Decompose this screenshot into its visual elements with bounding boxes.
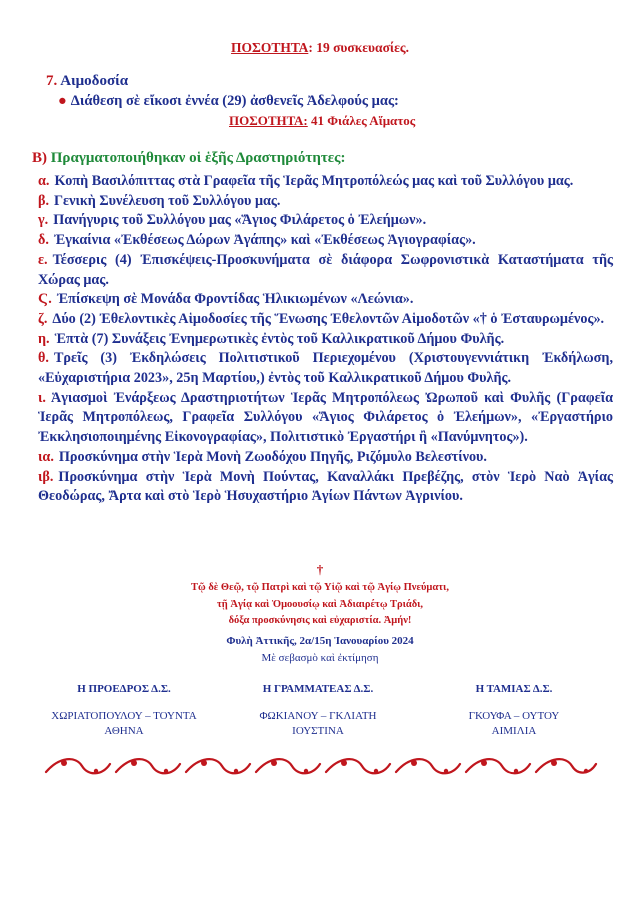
list-item-marker: η. [38,330,50,347]
list-item-text: Κοπὴ Βασιλόπιττας στὰ Γραφεῖα τῆς Ἱερᾶς Μητροπόλεώς μας καὶ τοῦ Συλλόγου μας. [54,173,574,189]
signature-title: Η ΓΡΑΜΜΑΤΕΑΣ Δ.Σ. [262,683,374,695]
doxology [0,562,640,630]
signature-name: ΓΚΟΥΦΑ – ΟΥΤΟΥ [468,710,560,722]
list-item [38,448,613,468]
cross-icon: † [316,562,324,577]
section-b-letter: Β) [32,150,47,166]
list-item-text: Ἁγιασμοὶ Ἐνάρξεως Δραστηριοτήτων Ἱερᾶς Μητροπόλεως Ὠρωποῦ καὶ Φυλῆς (Γραφεῖα Ἱερᾶς Μητροπόλεως, Γραφεῖα Συλλόγου «Ἅγιος Φιλάρετος ὁ Ἐλεήμων», «Ἐργαστήριο Ἐκκλησιοποιημένης Εἰκονογραφίας», Πολιτιστικὸ Ἐργαστήρι ἢ «Πανύμνητος»). [38,389,613,446]
signature-name: ΙΟΥΣΤΙΝΑ [292,725,344,737]
list-item [38,251,613,290]
section-7-quantity-value: 41 Φιάλες Αἵματος [307,113,416,128]
list-item-text: Ἑπτὰ (7) Συνάξεις Ἐνημερωτικὲς ἐντὸς τοῦ Καλλικρατικοῦ Δήμου Φυλῆς. [54,330,505,347]
bullet-dot-icon: ● [58,93,67,109]
signature-title: Η ΠΡΟΕΔΡΟΣ Δ.Σ. [77,683,171,695]
top-quantity-value: : 19 συσκευασίες. [308,40,409,55]
doxology-line: τῇ Ἁγίᾳ καὶ Ὁμοουσίῳ καὶ Ἀδιαιρέτῳ Τριάδι, [216,598,424,610]
list-item-marker: ι. [38,389,46,406]
list-item [38,349,613,388]
list-item-text: Δύο (2) Ἐθελοντικὲς Αἱμοδοσίες τῆς Ἕνωσης Ἐθελοντῶν Αἱμοδοτῶν «† ὁ Ἐσταυρωμένος». [52,310,605,327]
list-item-text: Ἐγκαίνια «Ἐκθέσεως Δώρων Ἀγάπης» καὶ «Ἐκθέσεως Ἁγιογραφίας». [53,232,476,249]
activities-list [38,172,613,507]
list-item-marker: ζ. [38,310,48,327]
list-item-text: Πανήγυρις τοῦ Συλλόγου μας «Ἅγιος Φιλάρετος ὁ Ἐλεήμων». [53,212,427,229]
list-item [38,290,613,310]
list-item [38,468,613,507]
list-item-text: Προσκύνημα στὴν Ἱερὰ Μονὴ Ζωοδόχου Πηγῆς, Ριζόμυλο Βελεστίνου. [58,448,487,465]
place-date: Φυλὴ Ἀττικῆς, 2α/15η Ἰανουαρίου 2024 [226,635,414,647]
list-item [38,211,613,231]
signature-name: ΑΙΜΙΛΙΑ [491,725,537,737]
list-item-text: Ἐπίσκεψη σὲ Μονάδα Φροντίδας Ἡλικιωμένων «Λεώνια». [56,291,414,308]
top-quantity-label: ΠΟΣΟΤΗΤΑ [231,40,309,55]
list-item-marker: γ. [38,212,49,229]
list-item-text: Γενικὴ Συνέλευση τοῦ Συλλόγου μας. [54,192,281,209]
list-item [38,172,613,192]
list-item-marker: β. [38,192,50,209]
section-7-number: 7. [46,73,58,89]
list-item-text: Τέσσερις (4) Ἐπισκέψεις-Προσκυνήματα σὲ διάφορα Σωφρονιστικὰ Καταστήματα τῆς Χώρας μας. [38,251,613,288]
list-item-marker: ια. [38,448,54,465]
list-item-text: Προσκύνημα στὴν Ἱερὰ Μονὴ Πούντας, Καναλλάκι Πρεβέζης, στὸν Ἱερὸ Ναὸ Ἁγίας Θεοδώρας, Ἄρτα καὶ στὸ Ἱερὸ Ἡσυχαστήριο Ἁγίων Πάντων Ἀγρινίου. [38,468,613,505]
respect-line: Μὲ σεβασμὸ καὶ ἐκτίμηση [261,652,379,664]
doxology-line: δόξα προσκύνησις καὶ εὐχαριστία. Ἀμήν! [228,615,412,626]
list-item-marker: ιβ. [38,468,54,485]
signature-treasurer [414,683,614,739]
signature-name: ΦΩΚΙΑΝΟΥ – ΓΚΛΙΑΤΗ [259,710,377,722]
section-7-title: Αιμοδοσία [60,73,129,89]
list-item-marker: Ϛ. [38,291,52,308]
section-b-title: Πραγματοποιήθηκαν οἱ ἑξῆς Δραστηριότητες: [47,150,346,166]
signature-name: ΑΘΗΝΑ [104,725,144,737]
list-item-marker: ε. [38,251,48,268]
list-item [38,310,613,330]
list-item-marker: α. [38,173,50,189]
decorative-border-ornament [40,752,600,780]
section-7-bullet-text: Διάθεση σὲ εἴκοσι ἐννέα (29) ἀσθενεῖς Ἀδελφούς μας: [70,93,399,109]
doxology-line: Τῷ δὲ Θεῷ, τῷ Πατρὶ καὶ τῷ Υἱῷ καὶ τῷ Ἁγίῳ Πνεύματι, [191,582,449,593]
list-item-text: Τρεῖς (3) Ἐκδηλώσεις Πολιτιστικοῦ Περιεχομένου (Χριστουγεννιάτικη Ἐκδήλωση, «Εὐχαριστήρια 2023», 25η Μαρτίου,) ἐντὸς τοῦ Καλλικρατικοῦ Δήμου Φυλῆς. [38,350,613,387]
list-item-marker: δ. [38,232,49,249]
section-b-heading [32,150,346,167]
signature-secretary [218,683,418,739]
list-item [38,389,613,448]
list-item-marker: θ. [38,350,49,367]
section-7-heading [46,73,128,90]
top-quantity-line [0,40,640,56]
signature-name: ΧΩΡΙΑΤΟΠΟΥΛΟΥ – ΤΟΥΝΤΑ [51,710,197,722]
signature-title: Η ΤΑΜΙΑΣ Δ.Σ. [475,683,553,695]
signature-president [24,683,224,739]
list-item [38,231,613,251]
list-item [38,330,613,350]
section-7-bullet [58,93,399,110]
list-item [38,192,613,212]
section-7-quantity-label: ΠΟΣΟΤΗΤΑ: [229,113,308,128]
